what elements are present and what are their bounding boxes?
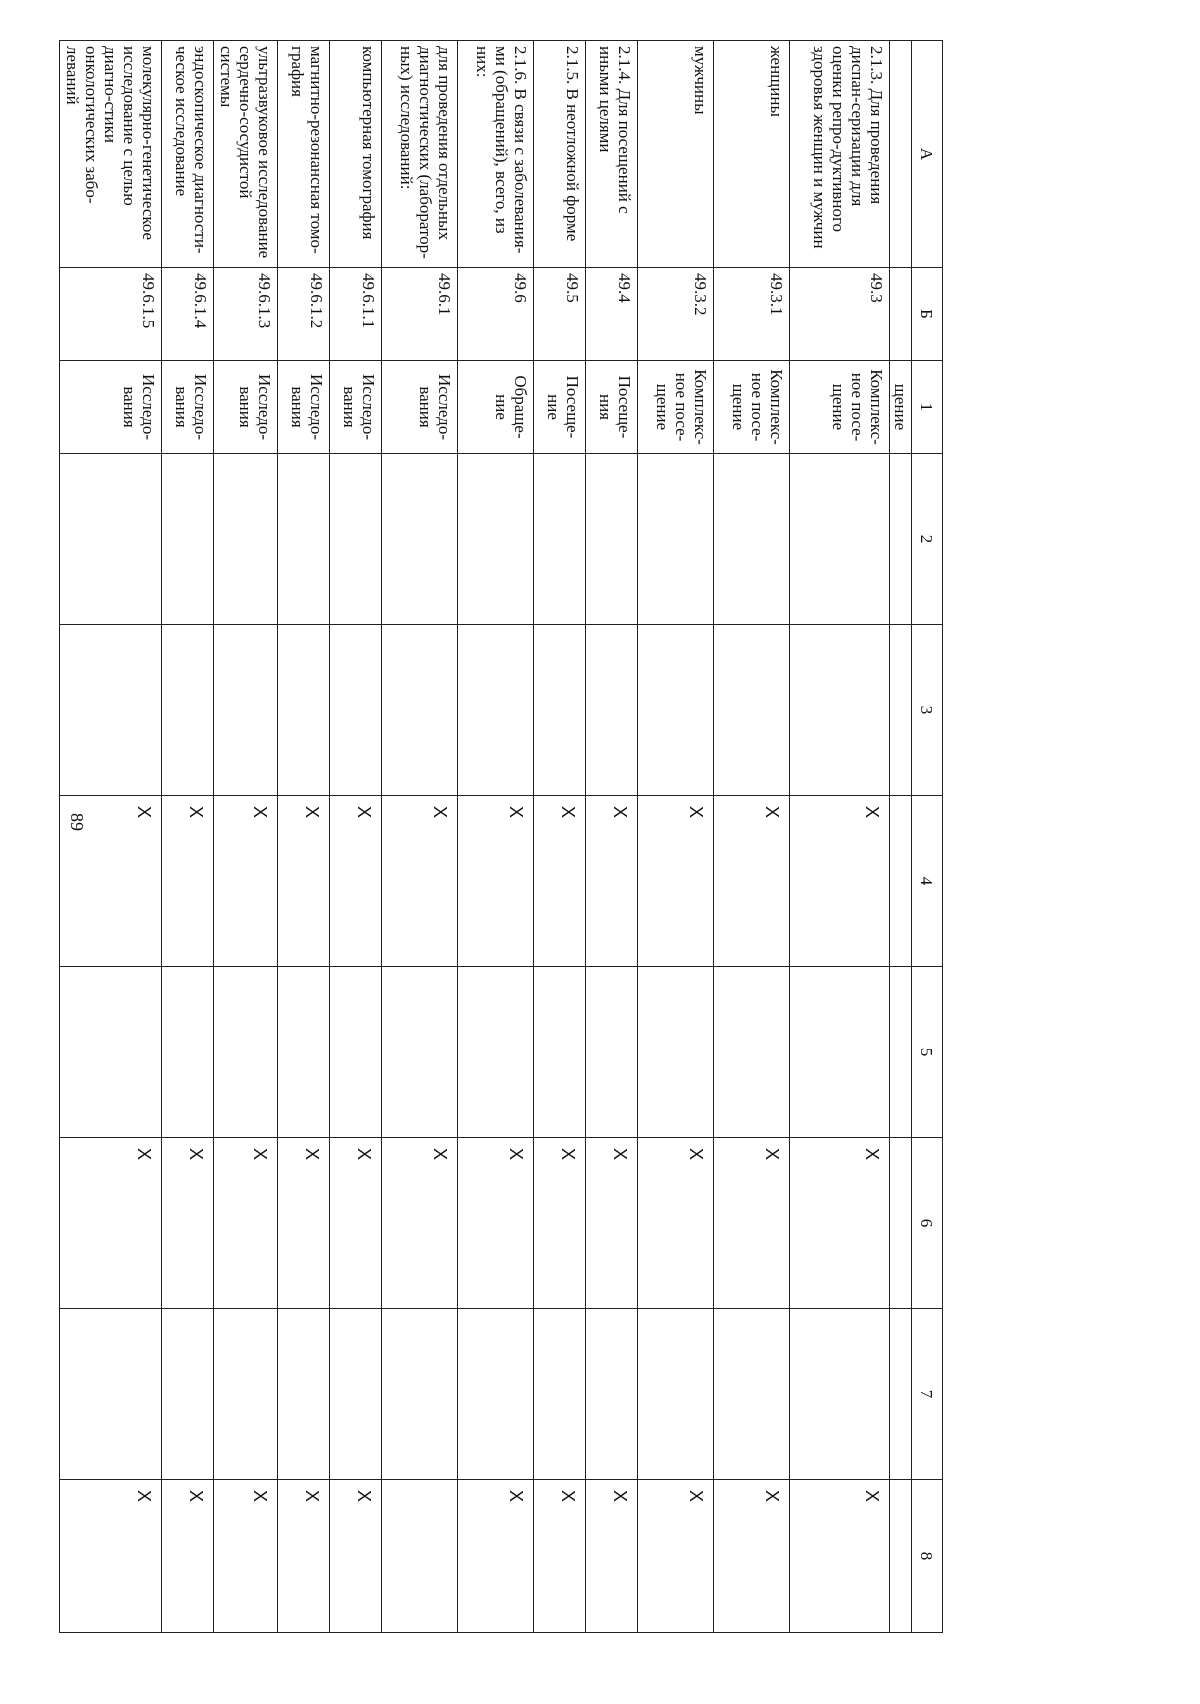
row-c5 [458, 967, 534, 1138]
row-name: женщины [714, 41, 790, 268]
row-c7 [714, 1309, 790, 1480]
row-c6: X [534, 1138, 586, 1309]
header-cell: 4 [912, 796, 943, 967]
continuation-unit: щение [890, 361, 912, 454]
row-c6: X [214, 1138, 278, 1309]
table-row [534, 41, 586, 1633]
row-code: 49.5 [534, 268, 586, 361]
row-code: 49.6.1.1 [330, 268, 382, 361]
row-c5 [586, 967, 638, 1138]
row-c7 [278, 1309, 330, 1480]
row-c3 [162, 625, 214, 796]
row-c6: X [60, 1138, 162, 1309]
row-c4: X [586, 796, 638, 967]
row-c5 [638, 967, 714, 1138]
row-c2 [382, 454, 458, 625]
row-unit: Комплекс-ное посе-щение [714, 361, 790, 454]
table-row [60, 41, 162, 1633]
row-c6: X [586, 1138, 638, 1309]
row-unit: Исследо-вания [330, 361, 382, 454]
row-c5 [60, 967, 162, 1138]
row-name: 2.1.6. В связи с заболевания-ми (обращений), всего, из них: [458, 41, 534, 268]
header-cell: А [912, 41, 943, 268]
table-cell [890, 268, 912, 361]
header-cell: 5 [912, 967, 943, 1138]
row-code: 49.6.1.3 [214, 268, 278, 361]
row-c4: X [458, 796, 534, 967]
row-c4: X [330, 796, 382, 967]
continuation-row [890, 41, 912, 1633]
row-unit: Исследо-вания [60, 361, 162, 454]
table-cell [890, 1480, 912, 1633]
row-c7 [214, 1309, 278, 1480]
row-code: 49.3.1 [714, 268, 790, 361]
page-number: 89 [67, 813, 87, 831]
row-unit: Исследо-вания [214, 361, 278, 454]
data-table [59, 40, 943, 1633]
row-c3 [60, 625, 162, 796]
row-name: компьютерная томография [330, 41, 382, 268]
row-code: 49.3.2 [638, 268, 714, 361]
row-c7 [60, 1309, 162, 1480]
row-c2 [330, 454, 382, 625]
row-c7 [382, 1309, 458, 1480]
row-c4: X [638, 796, 714, 967]
table-row [162, 41, 214, 1633]
row-c5 [162, 967, 214, 1138]
table-row [278, 41, 330, 1633]
row-c3 [458, 625, 534, 796]
table-cell [890, 796, 912, 967]
row-c6: X [714, 1138, 790, 1309]
row-unit: Исследо-вания [382, 361, 458, 454]
row-c2 [458, 454, 534, 625]
row-c8: X [162, 1480, 214, 1633]
row-c8 [382, 1480, 458, 1633]
row-c2 [60, 454, 162, 625]
row-c2 [790, 454, 890, 625]
header-cell: 2 [912, 454, 943, 625]
row-c7 [458, 1309, 534, 1480]
row-c6: X [790, 1138, 890, 1309]
row-c5 [790, 967, 890, 1138]
row-c4: X [278, 796, 330, 967]
row-c4: X [162, 796, 214, 967]
row-c3 [790, 625, 890, 796]
row-c4: X [534, 796, 586, 967]
row-unit: Посеще-ние [534, 361, 586, 454]
row-name: 2.1.4. Для посещений с иными целями [586, 41, 638, 268]
table-cell [890, 625, 912, 796]
row-code: 49.6.1.4 [162, 268, 214, 361]
row-c6: X [382, 1138, 458, 1309]
header-cell: 6 [912, 1138, 943, 1309]
row-name: ультразвуковое исследование сердечно-сосудистой системы [214, 41, 278, 268]
row-c6: X [458, 1138, 534, 1309]
header-cell: 7 [912, 1309, 943, 1480]
row-code: 49.4 [586, 268, 638, 361]
row-unit: Комплекс-ное посе-щение [790, 361, 890, 454]
table-row [638, 41, 714, 1633]
row-c8: X [330, 1480, 382, 1633]
row-c5 [714, 967, 790, 1138]
row-name: мужчины [638, 41, 714, 268]
row-c6: X [638, 1138, 714, 1309]
header-row [912, 41, 943, 1633]
table-cell [890, 1309, 912, 1480]
row-code: 49.6.1 [382, 268, 458, 361]
row-c5 [382, 967, 458, 1138]
row-c7 [330, 1309, 382, 1480]
table-cell [890, 967, 912, 1138]
row-unit: Исследо-вания [162, 361, 214, 454]
row-c3 [714, 625, 790, 796]
row-unit: Посеще-ния [586, 361, 638, 454]
row-c7 [162, 1309, 214, 1480]
row-c3 [534, 625, 586, 796]
row-c6: X [278, 1138, 330, 1309]
row-c3 [330, 625, 382, 796]
row-code: 49.3 [790, 268, 890, 361]
row-c8: X [790, 1480, 890, 1633]
row-name: магнитно-резонансная томо-графия [278, 41, 330, 268]
row-c7 [790, 1309, 890, 1480]
table-row [458, 41, 534, 1633]
row-c4: X [214, 796, 278, 967]
row-c7 [534, 1309, 586, 1480]
row-name: молекулярно-генетическое исследование с целью диагно-стики онкологических забо-леваний [60, 41, 162, 268]
table-cell [890, 1138, 912, 1309]
row-name: 2.1.3. Для проведения диспан-серизации для оценки репро-дуктивного здоровья женщин и мужчин [790, 41, 890, 268]
table-cell [890, 454, 912, 625]
row-c4: X [60, 796, 162, 967]
header-cell: 8 [912, 1480, 943, 1633]
row-name: 2.1.5. В неотложной форме [534, 41, 586, 268]
row-c2 [714, 454, 790, 625]
row-c5 [534, 967, 586, 1138]
table-row [790, 41, 890, 1633]
row-c8: X [638, 1480, 714, 1633]
table-row [330, 41, 382, 1633]
row-c2 [638, 454, 714, 625]
row-c3 [586, 625, 638, 796]
row-code: 49.6.1.2 [278, 268, 330, 361]
row-c3 [638, 625, 714, 796]
header-cell: 3 [912, 625, 943, 796]
row-c3 [382, 625, 458, 796]
row-c7 [586, 1309, 638, 1480]
row-c2 [586, 454, 638, 625]
table-row [586, 41, 638, 1633]
row-c2 [162, 454, 214, 625]
row-c5 [214, 967, 278, 1138]
table-cell [890, 41, 912, 268]
row-c4: X [790, 796, 890, 967]
row-unit: Комплекс-ное посе-щение [638, 361, 714, 454]
row-c8: X [534, 1480, 586, 1633]
row-c4: X [382, 796, 458, 967]
row-c6: X [330, 1138, 382, 1309]
row-name: для проведения отдельных диагностических (лаборатор-ных) исследований: [382, 41, 458, 268]
row-c3 [214, 625, 278, 796]
row-code: 49.6.1.5 [60, 268, 162, 361]
row-c8: X [214, 1480, 278, 1633]
row-c4: X [714, 796, 790, 967]
row-c2 [214, 454, 278, 625]
row-c8: X [278, 1480, 330, 1633]
header-cell: 1 [912, 361, 943, 454]
row-c8: X [458, 1480, 534, 1633]
row-c5 [278, 967, 330, 1138]
table-row [714, 41, 790, 1633]
header-cell: Б [912, 268, 943, 361]
row-unit: Обраще-ние [458, 361, 534, 454]
row-c5 [330, 967, 382, 1138]
row-c8: X [714, 1480, 790, 1633]
table-row [382, 41, 458, 1633]
row-c2 [278, 454, 330, 625]
row-c3 [278, 625, 330, 796]
table-row [214, 41, 278, 1633]
row-unit: Исследо-вания [278, 361, 330, 454]
row-c8: X [586, 1480, 638, 1633]
row-c2 [534, 454, 586, 625]
row-c6: X [162, 1138, 214, 1309]
row-code: 49.6 [458, 268, 534, 361]
row-name: эндоскопическое диагности-ческое исследование [162, 41, 214, 268]
row-c7 [638, 1309, 714, 1480]
row-c8: X [60, 1480, 162, 1633]
